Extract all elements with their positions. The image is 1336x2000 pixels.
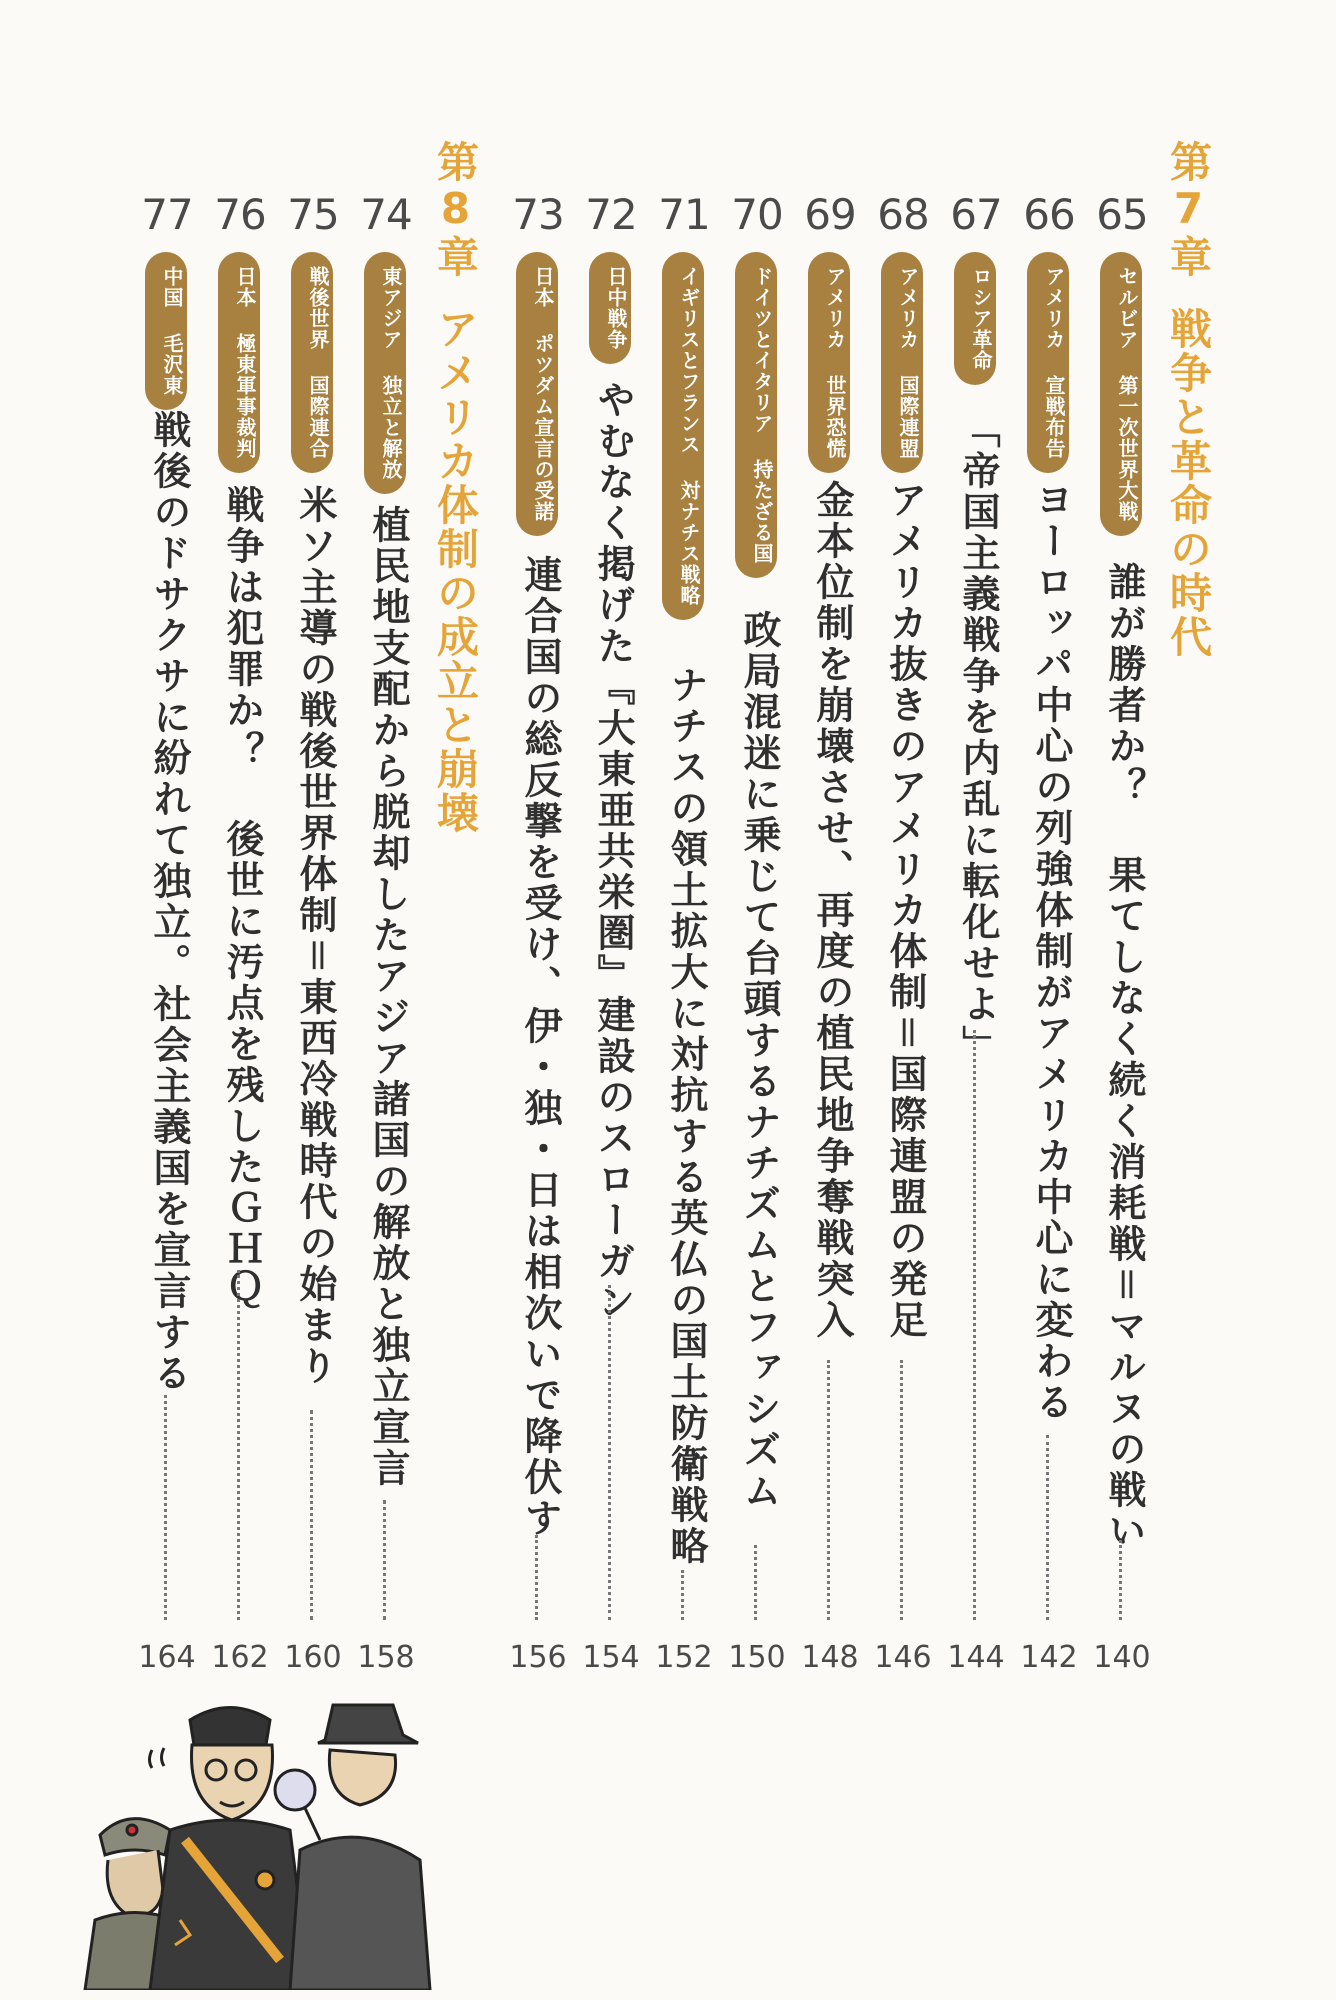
entry-number: 75 (287, 190, 339, 239)
entry-title: ナチスの領土拡大に対抗する英仏の国土防衛戦略 (664, 665, 708, 1567)
page-number: 160 (284, 1640, 342, 1675)
entry-number: 73 (512, 190, 564, 239)
page-number: 150 (728, 1640, 786, 1675)
entry-number: 77 (141, 190, 193, 239)
dot-leader (973, 1030, 976, 1620)
toc-entry[interactable] (1013, 190, 1085, 1675)
entry-title: 連合国の総反撃を受け、伊・独・日は相次いで降伏す (518, 555, 562, 1539)
entry-number: 70 (731, 190, 783, 239)
entry-title: アメリカ抜きのアメリカ体制＝国際連盟の発足 (883, 480, 927, 1341)
topic-tag: 東アジア 独立と解放 (364, 252, 406, 494)
entry-number: 68 (877, 190, 929, 239)
page-number: 164 (138, 1640, 196, 1675)
page-number: 154 (582, 1640, 640, 1675)
topic-tag: 日本 極東軍事裁判 (218, 252, 260, 473)
page-number: 162 (211, 1640, 269, 1675)
entry-number: 66 (1023, 190, 1075, 239)
page-number: 148 (801, 1640, 859, 1675)
dot-leader (754, 1545, 757, 1620)
entry-title: 植民地支配から脱却したアジア諸国の解放と独立宣言 (366, 505, 410, 1489)
toc-entry[interactable] (721, 190, 793, 1675)
dot-leader (900, 1360, 903, 1620)
page-number: 146 (874, 1640, 932, 1675)
topic-tag: 中国 毛沢東 (145, 252, 187, 410)
entry-title: 誰が勝者か？ 果てしなく続く消耗戦＝マルヌの戦い (1102, 562, 1146, 1552)
detective-figure (275, 1705, 430, 1990)
dot-leader (1046, 1435, 1049, 1620)
topic-tag: アメリカ 世界恐慌 (808, 252, 850, 473)
dot-leader (535, 1535, 538, 1620)
entry-number: 72 (585, 190, 637, 239)
entry-title: 米ソ主導の戦後世界体制＝東西冷戦時代の始まり (293, 485, 337, 1387)
dot-leader (310, 1410, 313, 1620)
toc-entry[interactable] (575, 190, 647, 1675)
page-number: 140 (1093, 1640, 1151, 1675)
chapter-8-heading (425, 140, 485, 835)
chapter-number: 第7章 (1164, 140, 1213, 279)
historical-figures-illustration (80, 1690, 450, 1990)
chapter-title: 戦争と革命の時代 (1164, 307, 1213, 659)
dot-leader (608, 1285, 611, 1620)
toc-entry[interactable] (204, 190, 276, 1675)
page-number: 142 (1020, 1640, 1078, 1675)
entry-number: 69 (804, 190, 856, 239)
toc-entry[interactable] (1086, 190, 1158, 1675)
officer-figure (150, 1708, 310, 1991)
toc-entry[interactable] (940, 190, 1012, 1675)
entry-title: 金本位制を崩壊させ、再度の植民地争奪戦突入 (810, 480, 854, 1341)
topic-tag: イギリスとフランス 対ナチス戦略 (662, 252, 704, 620)
entry-title: 戦争は犯罪か？ 後世に汚点を残したＧＨＱ (220, 485, 264, 1311)
toc-entry[interactable] (350, 190, 422, 1675)
page-number: 156 (509, 1640, 567, 1675)
page-number: 158 (357, 1640, 415, 1675)
entry-title: 政局混迷に乗じて台頭するナチズムとファシズム (737, 610, 781, 1512)
topic-tag: 戦後世界 国際連合 (291, 252, 333, 473)
topic-tag: 日本 ポツダム宣言の受諾 (516, 252, 558, 536)
chapter-title: アメリカ体制の成立と崩壊 (431, 307, 480, 835)
topic-tag: ロシア革命 (954, 252, 996, 385)
topic-tag: 日中戦争 (589, 252, 631, 364)
toc-entry[interactable] (648, 190, 720, 1675)
entry-title: 「帝国主義戦争を内乱に転化せよ」 (956, 410, 1000, 1066)
entry-title: ヨーロッパ中心の列強体制がアメリカ中心に変わる (1029, 480, 1073, 1423)
entry-number: 71 (658, 190, 710, 239)
toc-entry[interactable] (794, 190, 866, 1675)
entry-title: やむなく掲げた『大東亜共栄圏』建設のスローガン (591, 380, 635, 1323)
chapter-number: 第8章 (431, 140, 480, 279)
dot-leader (827, 1360, 830, 1620)
topic-tag: アメリカ 国際連盟 (881, 252, 923, 473)
entry-title: 戦後のドサクサに紛れて独立。社会主義国を宣言する (147, 410, 191, 1394)
topic-tag: セルビア 第一次世界大戦 (1100, 252, 1142, 536)
page-number: 144 (947, 1640, 1005, 1675)
topic-tag: ドイツとイタリア 持たざる国 (735, 252, 777, 578)
entry-number: 76 (214, 190, 266, 239)
toc-entry[interactable] (131, 190, 203, 1675)
entry-number: 67 (950, 190, 1002, 239)
dot-leader (681, 1570, 684, 1620)
dot-leader (383, 1500, 386, 1620)
toc-entry[interactable] (867, 190, 939, 1675)
page-number: 152 (655, 1640, 713, 1675)
chapter-7-heading (1158, 140, 1218, 659)
toc-entry[interactable] (277, 190, 349, 1675)
entry-number: 74 (360, 190, 412, 239)
topic-tag: アメリカ 宣戦布告 (1027, 252, 1069, 473)
dot-leader (164, 1395, 167, 1620)
entry-number: 65 (1096, 190, 1148, 239)
sweat-drops-icon (150, 1748, 165, 1768)
toc-entry[interactable] (502, 190, 574, 1675)
dot-leader (237, 1270, 240, 1620)
dot-leader (1119, 1540, 1122, 1620)
